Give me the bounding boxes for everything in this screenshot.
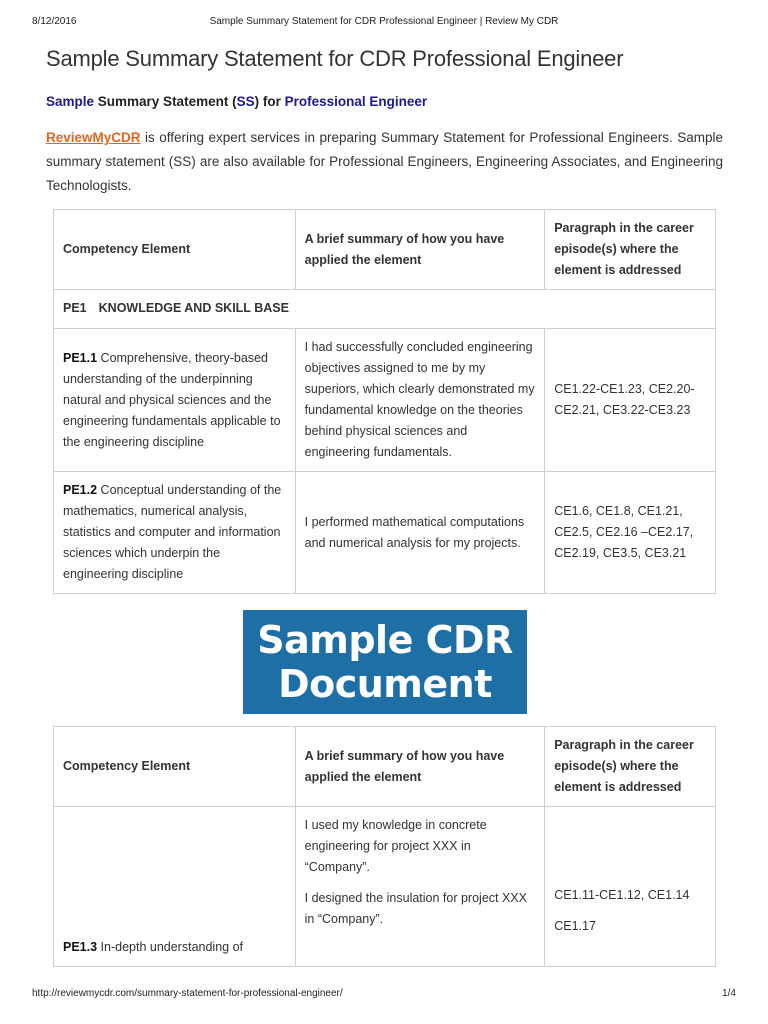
subtitle xyxy=(46,94,723,109)
element-code: PE1.2 xyxy=(63,483,98,497)
paragraph-cell xyxy=(545,807,716,967)
reviewmycdr-link[interactable]: ReviewMyCDR xyxy=(46,130,141,145)
header-summary: A brief summary of how you have applied the element xyxy=(295,210,545,290)
subtitle-part: Professional Engineer xyxy=(284,94,428,109)
print-footer xyxy=(32,988,736,1002)
summary-table-1 xyxy=(53,209,716,594)
paragraph-cell: CE1.22-CE1.23, CE2.20-CE2.21, CE3.22-CE3.23 xyxy=(545,329,716,472)
summary-cell: I had successfully concluded engineering objectives assigned to me by my superiors, which clearly demonstrated my fundamental knowledge on the theories behind physical sciences and engineering fundamentals. xyxy=(295,329,545,472)
banner-line-1: Sample CDR xyxy=(257,618,513,662)
print-header xyxy=(32,16,736,30)
table-row xyxy=(54,472,716,594)
element-text: In-depth understanding of xyxy=(97,940,244,954)
page-content xyxy=(46,44,723,988)
table-header-row xyxy=(54,727,716,807)
competency-cell xyxy=(54,807,296,967)
intro-paragraph xyxy=(46,126,723,198)
element-text: Comprehensive, theory-based understanding of the underpinning natural and physical sciences and the engineering fundamentals applicable to the engineering discipline xyxy=(63,350,281,449)
element-code: PE1.1 xyxy=(63,350,98,365)
element-text: Conceptual understanding of the mathematics, numerical analysis, statistics and computer and information sciences which underpin the engineering discipline xyxy=(63,483,282,581)
sample-cdr-banner[interactable] xyxy=(243,610,527,714)
header-competency: Competency Element xyxy=(54,727,296,807)
section-cell xyxy=(54,290,716,329)
competency-cell xyxy=(54,472,296,594)
print-date: 8/12/2016 xyxy=(32,16,77,27)
competency-cell xyxy=(54,329,296,472)
subtitle-part: Summary Statement ( xyxy=(94,94,237,109)
section-code: PE1 xyxy=(63,301,87,315)
summary-cell: I performed mathematical computations and numerical analysis for my projects. xyxy=(295,472,545,594)
subtitle-part: Sample xyxy=(46,94,95,109)
paragraph-ref: CE1.11-CE1.12, CE1.14 xyxy=(554,888,690,902)
summary-paragraph: I designed the insulation for project XXX in “Company”. xyxy=(304,891,527,926)
header-paragraph: Paragraph in the career episode(s) where the element is addressed xyxy=(545,210,716,290)
summary-paragraph: I used my knowledge in concrete engineering for project XXX in “Company”. xyxy=(304,818,487,874)
intro-text: is offering expert services in preparing Summary Statement for Professional Engineers. Sample summary statement (SS) are also available for Professional Engineers, Engineering Associates, and Engineering Technologists. xyxy=(46,130,723,193)
subtitle-part: ) for xyxy=(254,94,285,109)
page-number: 1/4 xyxy=(722,988,736,999)
table-row xyxy=(54,807,716,967)
table-row xyxy=(54,329,716,472)
summary-cell xyxy=(295,807,545,967)
print-doc-title: Sample Summary Statement for CDR Professional Engineer | Review My CDR xyxy=(209,16,559,27)
header-summary: A brief summary of how you have applied the element xyxy=(295,727,545,807)
print-url: http://reviewmycdr.com/summary-statement-for-professional-engineer/ xyxy=(32,988,343,999)
header-paragraph: Paragraph in the career episode(s) where the element is addressed xyxy=(545,727,716,807)
summary-table-2 xyxy=(53,726,716,967)
section-label: KNOWLEDGE AND SKILL BASE xyxy=(98,301,289,315)
paragraph-cell: CE1.6, CE1.8, CE1.21, CE2.5, CE2.16 –CE2.17, CE2.19, CE3.5, CE3.21 xyxy=(545,472,716,594)
banner-line-2: Document xyxy=(278,662,492,706)
subtitle-part: SS xyxy=(236,94,255,109)
table-header-row xyxy=(54,210,716,290)
page-title: Sample Summary Statement for CDR Professional Engineer xyxy=(46,46,624,71)
paragraph-ref: CE1.17 xyxy=(554,919,596,933)
header-competency: Competency Element xyxy=(54,210,296,290)
element-code: PE1.3 xyxy=(63,940,98,954)
section-row xyxy=(54,290,716,329)
